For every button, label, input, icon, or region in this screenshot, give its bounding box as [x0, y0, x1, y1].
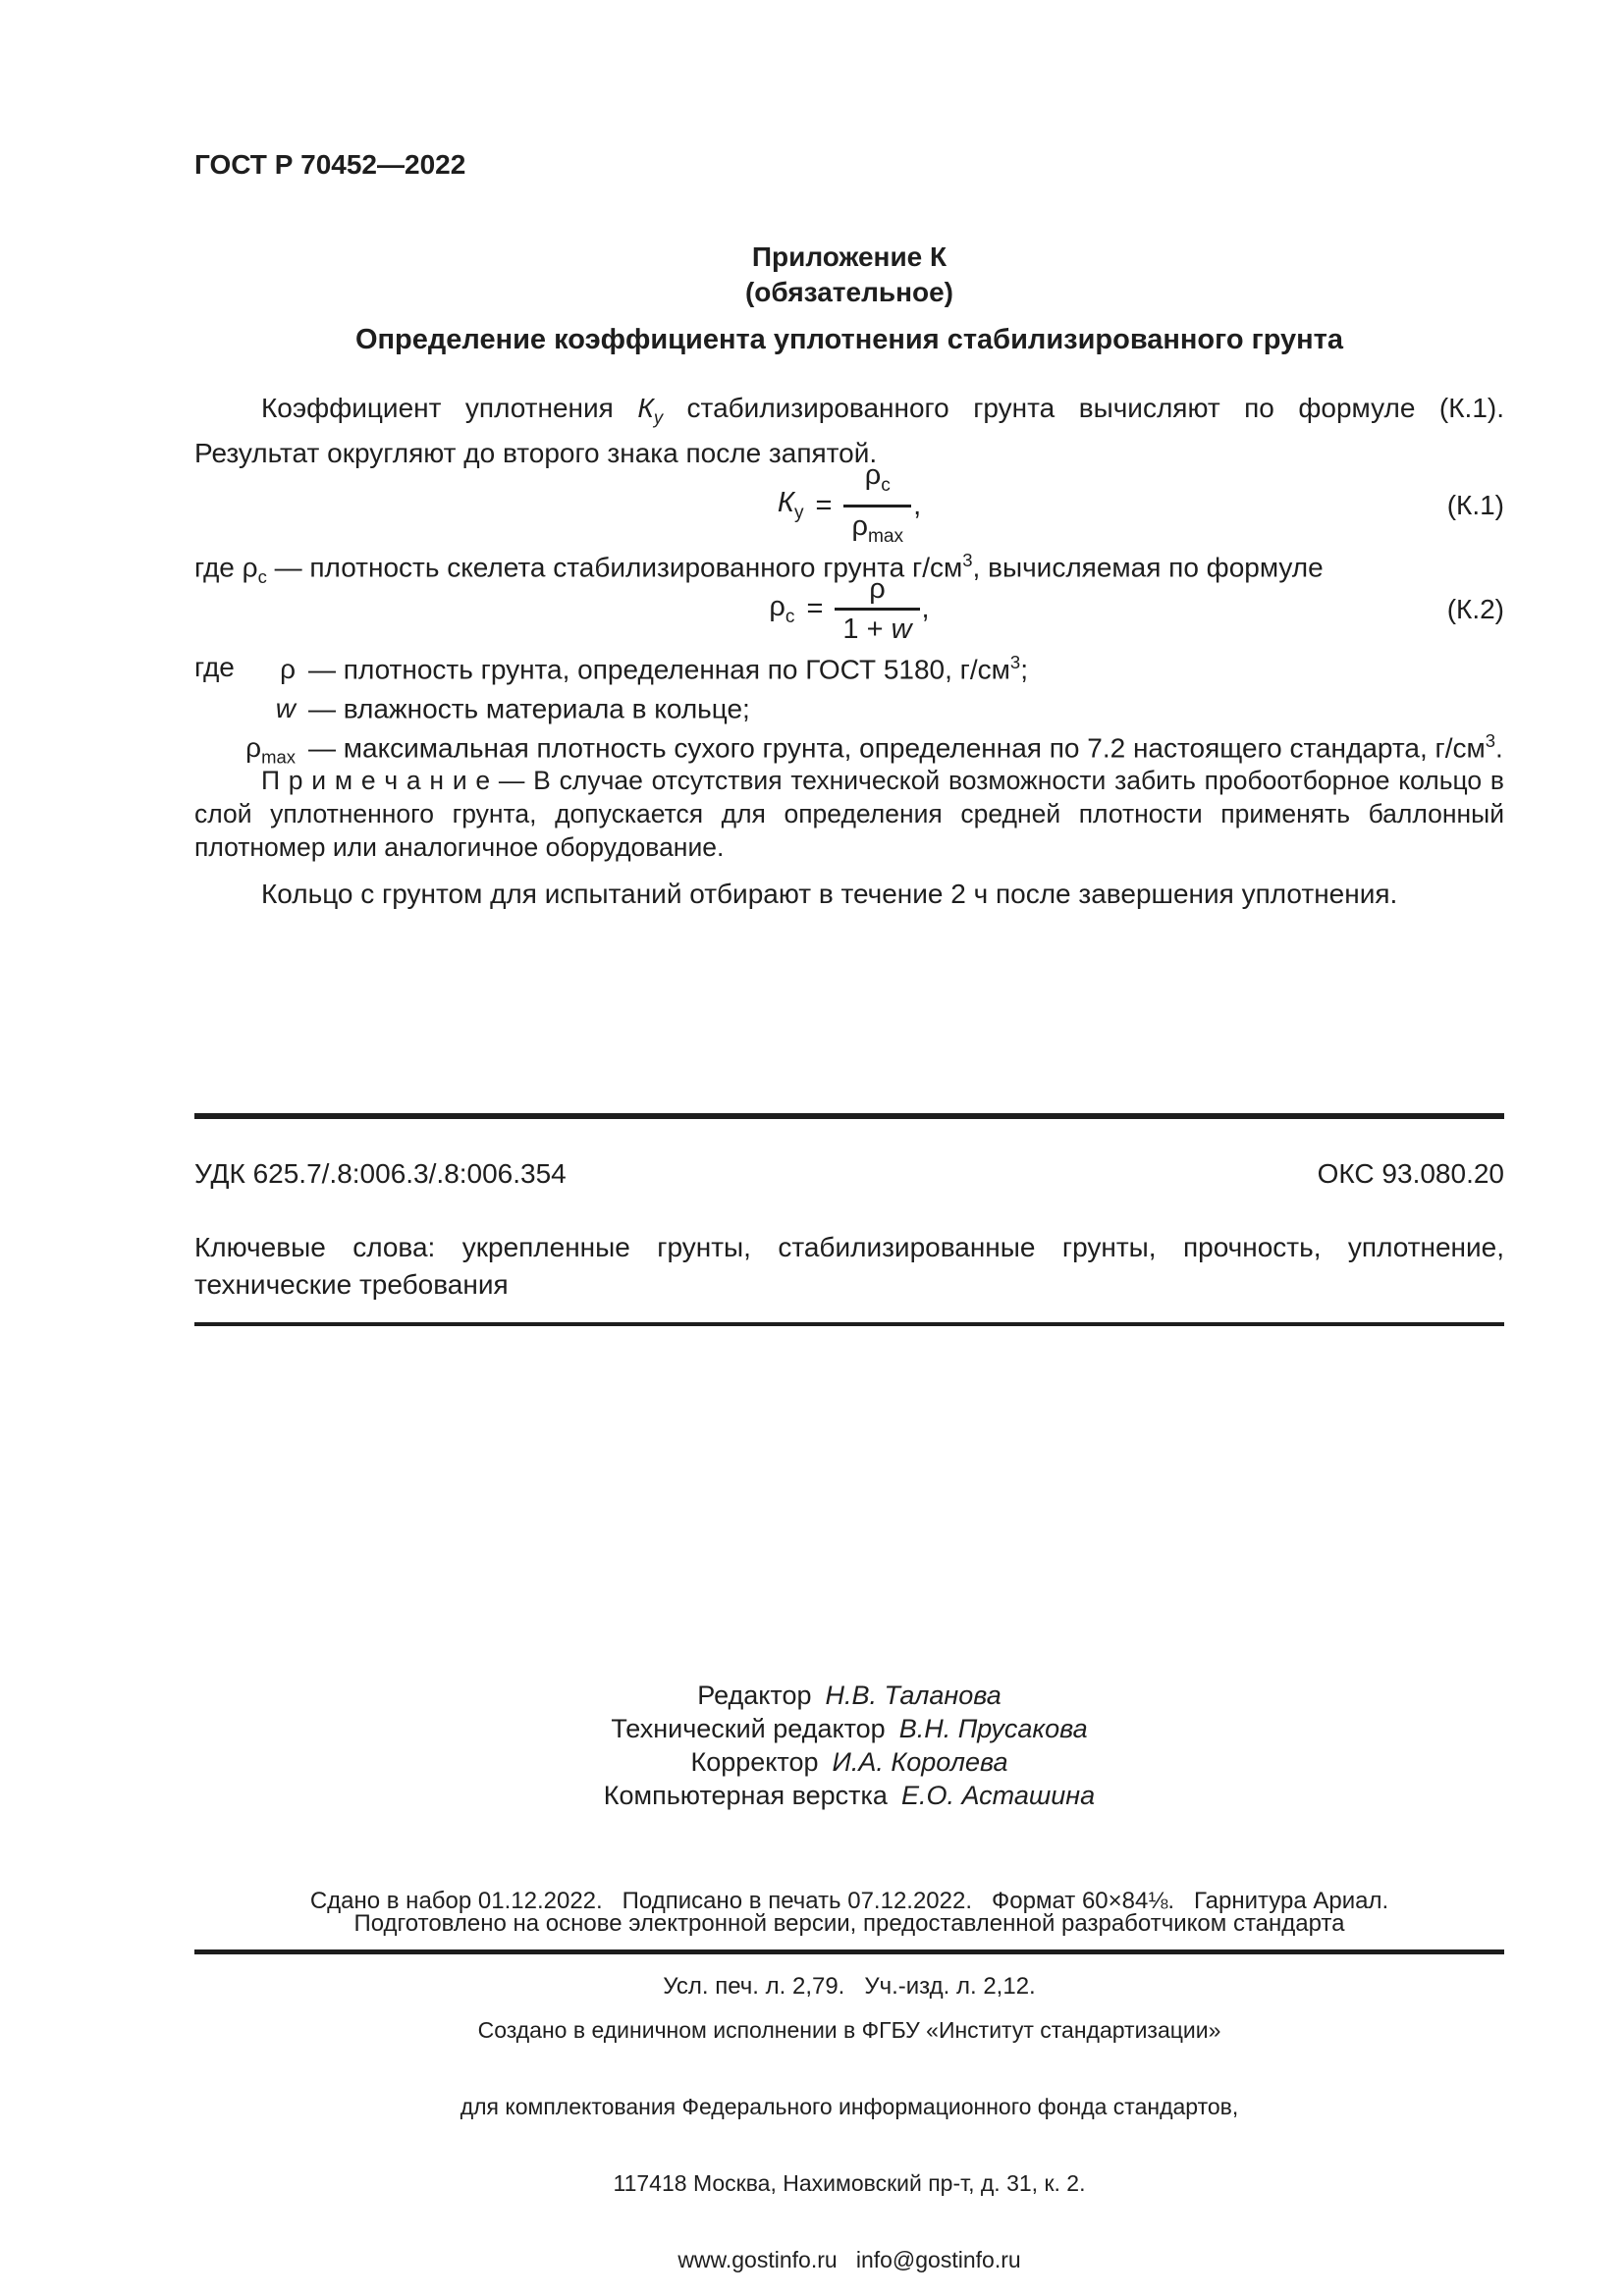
definition-text [308, 691, 750, 724]
horizontal-rule-top [194, 1113, 1504, 1119]
credit-name: В.Н. Прусакова [898, 1714, 1088, 1743]
definition-tail: . [1495, 732, 1503, 764]
var-ku [637, 393, 664, 428]
symbol: w [275, 693, 296, 724]
symbol-definitions [194, 652, 1504, 770]
publisher-address: 117418 Москва, Нахимовский пр-т, д. 31, к. 2. [613, 2170, 1086, 2196]
var-ku-letter: К [637, 393, 654, 423]
appendix-heading [194, 240, 1504, 310]
credit-name: Н.В. Таланова [825, 1681, 1001, 1710]
equals-sign: = [806, 593, 824, 624]
credit-line [194, 1779, 1504, 1812]
credit-role: Корректор [690, 1747, 819, 1777]
section-title: Определение коэффициента уплотнения стабилизированного грунта [354, 324, 1344, 355]
cubed-superscript: 3 [1009, 652, 1021, 672]
formula-k1-comma: , [913, 489, 922, 521]
symbol-sub: max [261, 746, 296, 768]
definition-tail: ; [1020, 654, 1028, 685]
credit-line [194, 1712, 1504, 1745]
symbol: ρ [280, 654, 296, 685]
publisher-line-2: для комплектования Федерального информационного фонда стандартов, [460, 2094, 1239, 2119]
intro-text-before: Коэффициент уплотнения [261, 393, 638, 423]
symbol: ρ [245, 732, 262, 764]
note-text: — В случае отсутствия технической возможности забить пробоотборное кольцо в слой уплотненного грунта, допускается для определения средней плотности применять баллонный плотномер или аналогичное оборудование. [194, 766, 1504, 862]
appendix-kind: (обязательное) [744, 277, 953, 307]
definition-body: — плотность грунта, определенная по ГОСТ 5180, г/см [308, 654, 1010, 685]
formula-k1 [194, 459, 1504, 553]
note-label: П р и м е ч а н и е [261, 766, 491, 795]
formula-k1-lhs-letter: К [777, 487, 794, 519]
definition-text [308, 730, 1503, 764]
rho-symbol: ρ [864, 459, 882, 491]
where-word: где [194, 652, 235, 682]
equals-sign: = [815, 489, 833, 521]
credit-role: Редактор [697, 1681, 812, 1710]
note-paragraph [194, 764, 1504, 864]
credit-role: Технический редактор [611, 1714, 886, 1743]
definition-body: — влажность материала в кольце; [308, 693, 750, 724]
formula-k1-lhs [778, 487, 804, 524]
publisher-line-1: Создано в единичном исполнении в ФГБУ «Институт стандартизации» [477, 2017, 1221, 2043]
formula-k1-numerator [843, 459, 911, 505]
formula-k2-fraction [835, 573, 919, 645]
doc-code: ГОСТ Р 70452—2022 [194, 149, 466, 180]
publisher-block [194, 1966, 1504, 2296]
publisher-contacts: www.gostinfo.ru info@gostinfo.ru [677, 2247, 1021, 2272]
formula-k2-comma: , [921, 593, 930, 624]
credit-name: И.А. Королева [832, 1747, 1008, 1777]
formula-k2-label: (К.2) [1446, 593, 1504, 624]
classification-row [194, 1158, 1504, 1190]
prepared-note: Подготовлено на основе электронной версии, предоставленной разработчиком стандарта [353, 1910, 1345, 1937]
imprint-line-1: Сдано в набор 01.12.2022. Подписано в печать 07.12.2022. Формат 60×84⅛. Гарнитура Ариал. [309, 1888, 1389, 1914]
credit-role: Компьютерная верстка [603, 1781, 888, 1810]
formula-k1-lhs-sub: у [793, 503, 804, 524]
denominator-one-plus: 1 + [842, 614, 892, 645]
formula-k2-lhs [769, 591, 794, 628]
definition-row [194, 652, 1504, 691]
rho-subscript: с [881, 474, 891, 496]
imprint-line-2: Усл. печ. л. 2,79. Уч.-изд. л. 2,12. [663, 1973, 1036, 2000]
formula-k1-fraction [843, 459, 911, 553]
where-rho-c-text: — плотность скелета стабилизированного грунта г/см [266, 552, 963, 583]
definition-body: — максимальная плотность сухого грунта, определенная по 7.2 настоящего стандарта, г/см [308, 732, 1486, 764]
credit-line [194, 1679, 1504, 1712]
credit-name: Е.О. Асташина [900, 1781, 1096, 1810]
formula-k2-denominator [835, 608, 919, 645]
formula-k2-numerator: ρ [869, 573, 886, 605]
w-variable: w [891, 614, 912, 645]
appendix-name: Приложение К [751, 241, 947, 272]
rho-symbol: ρ [769, 590, 785, 622]
ring-sampling-paragraph: Кольцо с грунтом для испытаний отбирают в течение 2 ч после завершения уплотнения. [261, 879, 1398, 909]
udk-code: УДК 625.7/.8:006.3/.8:006.354 [194, 1158, 567, 1189]
intro-text-after: стабилизированного грунта вычисляют по формуле (К.1). Результат округляют до второго знака после запятой. [194, 393, 1504, 468]
horizontal-rule-middle [194, 1322, 1504, 1326]
where-word: где [194, 552, 243, 583]
keywords-paragraph: Ключевые слова: укрепленные грунты, стабилизированные грунты, прочность, уплотнение, технические требования [194, 1232, 1504, 1300]
where-rho-c-tail: , вычисляемая по формуле [972, 552, 1324, 583]
rho-subscript: с [785, 606, 795, 627]
rho-subscript: с [257, 565, 267, 587]
rho-subscript: max [867, 525, 904, 547]
var-ku-subscript: у [653, 406, 664, 428]
credit-line [194, 1745, 1504, 1779]
formula-k2 [194, 573, 1504, 645]
w-variable [194, 693, 296, 729]
rho-symbol: ρ [851, 509, 868, 542]
cubed-superscript: 3 [962, 550, 973, 570]
credits-block [194, 1679, 1504, 1812]
definition-text [308, 652, 1028, 685]
formula-k1-label: (К.1) [1446, 490, 1504, 521]
rho-symbol: ρ [242, 552, 258, 583]
cubed-superscript: 3 [1485, 730, 1496, 751]
definition-row [194, 691, 1504, 730]
oks-code: ОКС 93.080.20 [1317, 1158, 1504, 1189]
horizontal-rule-bottom [194, 1949, 1504, 1954]
